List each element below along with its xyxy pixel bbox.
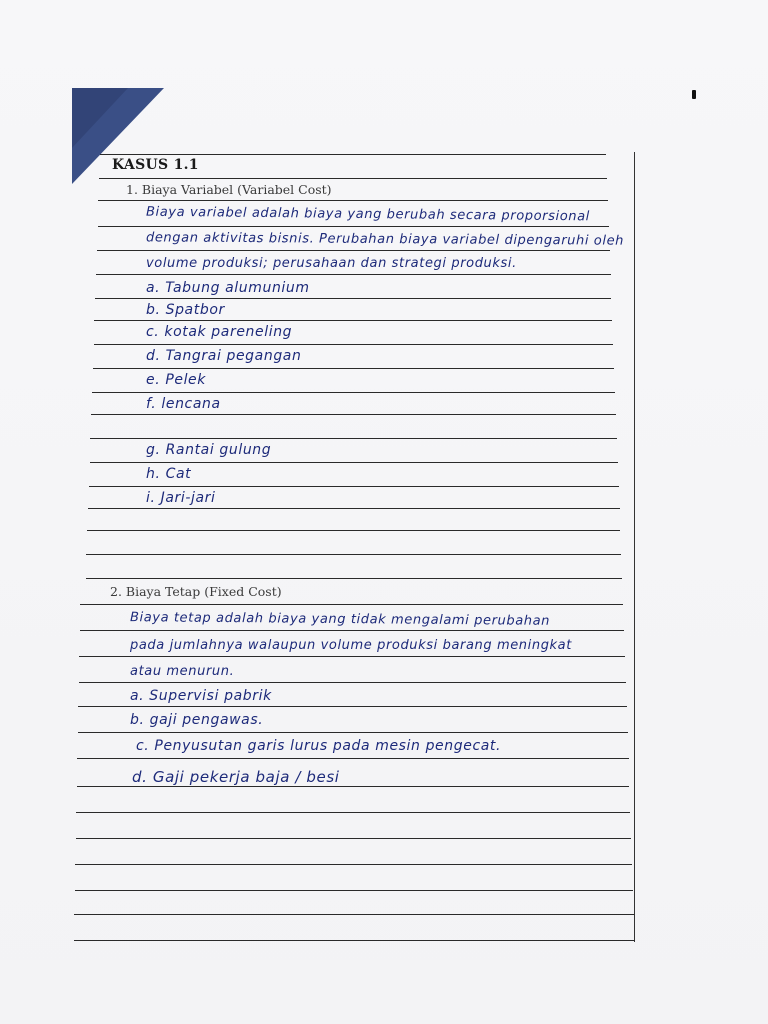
page-title: KASUS 1.1 — [112, 157, 199, 173]
ruled-line — [91, 414, 616, 415]
section2-heading: 2. Biaya Tetap (Fixed Cost) — [110, 584, 282, 599]
ruled-line — [74, 940, 635, 941]
section2-list-item: d. Gaji pekerja baja / besi — [132, 768, 340, 786]
ruled-line — [86, 578, 623, 579]
section1-list-item: g. Rantai gulung — [146, 442, 272, 458]
ruled-line — [93, 368, 614, 369]
ruled-line — [79, 682, 626, 683]
ruled-line — [74, 914, 634, 915]
ruled-line — [100, 154, 606, 155]
ruled-line — [92, 392, 615, 393]
section2-list-item: a. Supervisi pabrik — [130, 688, 272, 704]
section1-list-item: a. Tabung alumunium — [146, 280, 310, 296]
ink-speck — [692, 90, 696, 99]
section1-heading: 1. Biaya Variabel (Variabel Cost) — [126, 182, 332, 197]
ruled-line — [87, 530, 620, 531]
section1-paragraph-line: volume produksi; perusahaan dan strategi produksi. — [146, 256, 517, 271]
ruled-line — [99, 178, 607, 179]
ruled-line — [96, 274, 611, 275]
section2-list-item: b. gaji pengawas. — [130, 712, 264, 728]
ruled-line — [76, 812, 630, 813]
section1-list-item: i. Jari-jari — [146, 490, 216, 506]
corner-shade-decoration — [72, 88, 128, 148]
ruled-line — [75, 890, 634, 891]
ruled-line — [86, 554, 621, 555]
ruled-line — [88, 508, 620, 509]
section1-list-item: h. Cat — [146, 466, 192, 482]
ruled-line — [97, 250, 610, 251]
section2-list-item: c. Penyusutan garis lurus pada mesin pengecat. — [136, 738, 502, 754]
ruled-line — [78, 732, 628, 733]
ruled-line — [89, 486, 619, 487]
section2-paragraph-line: Biaya tetap adalah biaya yang tidak mengalami perubahan — [129, 610, 551, 629]
ruled-line — [95, 298, 611, 299]
section1-list-item: b. Spatbor — [146, 302, 225, 318]
ruled-line — [76, 838, 632, 839]
ruled-line — [94, 344, 614, 345]
ruled-line — [77, 758, 629, 759]
ruled-line — [80, 604, 623, 605]
ruled-line — [78, 706, 627, 707]
section1-list-item: c. kotak pareneling — [146, 324, 293, 340]
section1-paragraph-line: Biaya variabel adalah biaya yang berubah secara proporsional — [145, 204, 590, 225]
ruled-line — [79, 656, 625, 657]
ruled-line — [90, 462, 618, 463]
ruled-line — [77, 786, 630, 787]
ruled-line — [94, 320, 612, 321]
section2-paragraph-line: pada jumlahnya walaupun volume produksi barang meningkat — [130, 638, 572, 653]
ruled-line — [80, 630, 625, 631]
ruled-line — [90, 438, 616, 439]
section2-paragraph-line: atau menurun. — [130, 664, 235, 679]
section1-list-item: f. lencana — [146, 396, 221, 412]
ruled-line — [98, 226, 609, 227]
section1-list-item: d. Tangrai pegangan — [146, 348, 302, 364]
section1-list-item: e. Pelek — [146, 372, 206, 388]
ruled-line — [75, 864, 632, 865]
ruled-line — [98, 200, 607, 201]
section1-paragraph-line: dengan aktivitas bisnis. Perubahan biaya variabel dipengaruhi oleh — [145, 230, 625, 249]
